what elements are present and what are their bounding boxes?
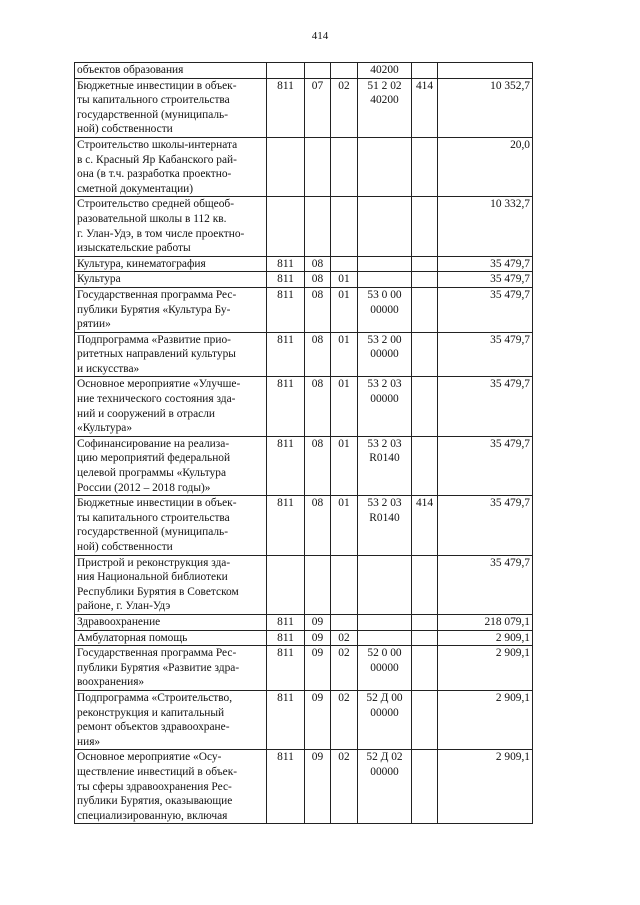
section-code-cell: 07 <box>305 78 331 137</box>
name-line: публики Бурятия «Культура Бу- <box>77 303 231 316</box>
name-line: ты сферы здравоохранения Рес- <box>77 780 232 793</box>
expense-type-cell <box>412 332 438 377</box>
code-line: 52 0 00 <box>367 647 402 660</box>
row-name-cell <box>75 377 267 436</box>
name-line: и искусства» <box>77 362 140 375</box>
name-line: публики Бурятия, оказывающие <box>77 795 233 808</box>
expense-type-cell <box>412 646 438 691</box>
amount-cell: 218 079,1 <box>438 614 533 630</box>
table-row <box>75 78 533 137</box>
name-line: ния» <box>77 735 101 748</box>
target-article-cell <box>358 137 412 196</box>
row-name-cell <box>75 287 267 332</box>
expense-type-cell <box>412 63 438 79</box>
name-line: Государственная программа Рес- <box>77 647 237 660</box>
ved-code-cell: 811 <box>267 646 305 691</box>
subsection-code-cell <box>331 256 358 272</box>
row-name-cell <box>75 78 267 137</box>
name-line: Амбулаторная помощь <box>77 631 188 644</box>
expense-type-cell <box>412 377 438 436</box>
name-line: ты капитального строительства <box>77 511 230 524</box>
code-line: 53 2 00 <box>367 333 402 346</box>
target-article-cell <box>358 614 412 630</box>
name-line: ты капитального строительства <box>77 94 230 107</box>
code-line: 00000 <box>370 303 399 316</box>
row-name-cell <box>75 690 267 749</box>
ved-code-cell: 811 <box>267 750 305 824</box>
target-article-cell <box>358 287 412 332</box>
table-row <box>75 63 533 79</box>
name-line: Подпрограмма «Развитие прио- <box>77 333 231 346</box>
name-line: изыскательские работы <box>77 242 191 255</box>
expense-type-cell <box>412 630 438 646</box>
table-row <box>75 272 533 288</box>
name-line: Пристрой и реконструкция зда- <box>77 556 231 569</box>
subsection-code-cell: 01 <box>331 287 358 332</box>
row-name-cell <box>75 272 267 288</box>
expense-type-cell <box>412 555 438 614</box>
name-line: реконструкция и капитальный <box>77 706 225 719</box>
name-line: ние технического состояния зда- <box>77 393 236 406</box>
amount-cell: 10 352,7 <box>438 78 533 137</box>
section-code-cell <box>305 137 331 196</box>
expense-type-cell <box>412 197 438 256</box>
name-line: ритетных направлений культуры <box>77 348 236 361</box>
ved-code-cell: 811 <box>267 614 305 630</box>
name-line: ществление инвестиций в объек- <box>77 765 238 778</box>
section-code-cell <box>305 555 331 614</box>
name-line: России (2012 – 2018 годы)» <box>77 481 211 494</box>
subsection-code-cell: 01 <box>331 272 358 288</box>
subsection-code-cell <box>331 137 358 196</box>
amount-cell: 35 479,7 <box>438 287 533 332</box>
section-code-cell: 08 <box>305 256 331 272</box>
amount-cell: 35 479,7 <box>438 332 533 377</box>
section-code-cell: 08 <box>305 332 331 377</box>
ved-code-cell: 811 <box>267 78 305 137</box>
row-name-cell <box>75 630 267 646</box>
target-article-cell <box>358 555 412 614</box>
ved-code-cell: 811 <box>267 496 305 555</box>
subsection-code-cell: 01 <box>331 496 358 555</box>
section-code-cell: 09 <box>305 750 331 824</box>
name-line: воохранения» <box>77 676 145 689</box>
section-code-cell: 08 <box>305 377 331 436</box>
name-line: ной) собственности <box>77 541 173 553</box>
amount-cell: 20,0 <box>438 137 533 196</box>
name-line: Основное мероприятие «Осу- <box>77 751 222 764</box>
subsection-code-cell: 01 <box>331 377 358 436</box>
code-line: 40200 <box>370 64 399 76</box>
name-line: объектов образования <box>77 64 184 76</box>
target-article-cell <box>358 436 412 495</box>
target-article-cell <box>358 63 412 79</box>
subsection-code-cell: 02 <box>331 630 358 646</box>
subsection-code-cell <box>331 614 358 630</box>
name-line: государственной (муниципаль- <box>77 108 229 121</box>
target-article-cell <box>358 377 412 436</box>
code-line: 53 2 03 <box>367 497 402 510</box>
table-row <box>75 332 533 377</box>
name-line: в с. Красный Яр Кабанского рай- <box>77 153 237 166</box>
name-line: она (в т.ч. разработка проектно- <box>77 168 232 181</box>
table-row <box>75 137 533 196</box>
budget-table <box>74 62 533 824</box>
row-name-cell <box>75 555 267 614</box>
code-line: 53 2 03 <box>367 437 402 450</box>
name-line: ремонт объектов здравоохране- <box>77 721 230 734</box>
name-line: районе, г. Улан-Удэ <box>77 600 171 613</box>
subsection-code-cell: 01 <box>331 436 358 495</box>
name-line: публики Бурятия «Развитие здра- <box>77 661 240 674</box>
name-line: Культура <box>77 273 121 286</box>
section-code-cell: 09 <box>305 690 331 749</box>
name-line: Бюджетные инвестиции в объек- <box>77 497 237 510</box>
name-line: «Культура» <box>77 422 133 435</box>
name-line: рятии» <box>77 318 111 331</box>
target-article-cell <box>358 750 412 824</box>
name-line: Строительство школы-интерната <box>77 138 238 151</box>
row-name-cell <box>75 332 267 377</box>
name-line: Софинансирование на реализа- <box>77 437 230 450</box>
ved-code-cell: 811 <box>267 377 305 436</box>
row-name-cell <box>75 63 267 79</box>
table-row <box>75 256 533 272</box>
expense-type-cell <box>412 690 438 749</box>
row-name-cell <box>75 750 267 824</box>
target-article-cell <box>358 272 412 288</box>
code-line: 00000 <box>370 348 399 361</box>
row-name-cell <box>75 496 267 555</box>
table-row <box>75 630 533 646</box>
amount-cell: 35 479,7 <box>438 377 533 436</box>
row-name-cell <box>75 137 267 196</box>
expense-type-cell <box>412 287 438 332</box>
ved-code-cell: 811 <box>267 690 305 749</box>
subsection-code-cell <box>331 63 358 79</box>
amount-cell: 10 332,7 <box>438 197 533 256</box>
page-number: 414 <box>311 30 329 42</box>
name-line: Бюджетные инвестиции в объек- <box>77 79 237 92</box>
name-line: целевой программы «Культура <box>77 467 227 480</box>
section-code-cell: 08 <box>305 272 331 288</box>
name-line: Основное мероприятие «Улучше- <box>77 378 241 391</box>
name-line: Республики Бурятия в Советском <box>77 585 239 598</box>
subsection-code-cell: 02 <box>331 750 358 824</box>
name-line: Здравоохранение <box>77 615 161 628</box>
amount-cell: 35 479,7 <box>438 555 533 614</box>
code-line: 51 2 02 <box>367 79 402 92</box>
section-code-cell <box>305 197 331 256</box>
table-row <box>75 690 533 749</box>
target-article-cell <box>358 646 412 691</box>
row-name-cell <box>75 436 267 495</box>
section-code-cell: 09 <box>305 646 331 691</box>
target-article-cell <box>358 690 412 749</box>
target-article-cell <box>358 256 412 272</box>
name-line: сметной документации) <box>77 182 194 195</box>
ved-code-cell <box>267 555 305 614</box>
code-line: R0140 <box>369 452 400 465</box>
code-line: 52 Д 00 <box>366 691 403 704</box>
table-row <box>75 614 533 630</box>
row-name-cell <box>75 646 267 691</box>
ved-code-cell <box>267 63 305 79</box>
table-row <box>75 646 533 691</box>
ved-code-cell: 811 <box>267 272 305 288</box>
row-name-cell <box>75 256 267 272</box>
expense-type-cell <box>412 614 438 630</box>
ved-code-cell <box>267 197 305 256</box>
name-line: Строительство средней общеоб- <box>77 198 234 211</box>
amount-cell: 2 909,1 <box>438 630 533 646</box>
row-name-cell <box>75 614 267 630</box>
name-line: государственной (муниципаль- <box>77 526 229 539</box>
table-row <box>75 436 533 495</box>
name-line: специализированную, включая <box>77 809 228 822</box>
section-code-cell: 09 <box>305 614 331 630</box>
table-row <box>75 377 533 436</box>
name-line: ной) собственности <box>77 123 173 136</box>
ved-code-cell: 811 <box>267 332 305 377</box>
name-line: Государственная программа Рес- <box>77 288 237 301</box>
subsection-code-cell: 02 <box>331 78 358 137</box>
amount-cell: 2 909,1 <box>438 750 533 824</box>
code-line: 00000 <box>370 706 399 719</box>
table-row <box>75 555 533 614</box>
name-line: Подпрограмма «Строительство, <box>77 691 233 704</box>
amount-cell: 2 909,1 <box>438 646 533 691</box>
expense-type-cell <box>412 137 438 196</box>
amount-cell: 2 909,1 <box>438 690 533 749</box>
target-article-cell <box>358 332 412 377</box>
name-line: ния Национальной библиотеки <box>77 571 228 584</box>
target-article-cell <box>358 78 412 137</box>
amount-cell: 35 479,7 <box>438 436 533 495</box>
target-article-cell <box>358 197 412 256</box>
code-line: 52 Д 02 <box>366 751 403 764</box>
subsection-code-cell: 02 <box>331 690 358 749</box>
target-article-cell <box>358 496 412 555</box>
amount-cell: 35 479,7 <box>438 496 533 555</box>
name-line: Культура, кинематография <box>77 257 206 270</box>
expense-type-cell: 414 <box>412 78 438 137</box>
subsection-code-cell: 01 <box>331 332 358 377</box>
amount-cell <box>438 63 533 79</box>
subsection-code-cell: 02 <box>331 646 358 691</box>
expense-type-cell: 414 <box>412 496 438 555</box>
row-name-cell <box>75 197 267 256</box>
ved-code-cell: 811 <box>267 436 305 495</box>
expense-type-cell <box>412 272 438 288</box>
target-article-cell <box>358 630 412 646</box>
name-line: разовательной школы в 112 кв. <box>77 212 227 225</box>
table-row <box>75 197 533 256</box>
code-line: 00000 <box>370 765 399 778</box>
table-row <box>75 496 533 555</box>
code-line: 40200 <box>370 94 399 107</box>
ved-code-cell: 811 <box>267 630 305 646</box>
name-line: ний и сооружений в отрасли <box>77 407 215 420</box>
table-row <box>75 750 533 824</box>
ved-code-cell: 811 <box>267 287 305 332</box>
code-line: R0140 <box>369 511 400 524</box>
section-code-cell: 08 <box>305 436 331 495</box>
code-line: 53 0 00 <box>367 288 402 301</box>
amount-cell: 35 479,7 <box>438 272 533 288</box>
expense-type-cell <box>412 256 438 272</box>
name-line: цию мероприятий федеральной <box>77 452 231 465</box>
section-code-cell: 08 <box>305 496 331 555</box>
subsection-code-cell <box>331 555 358 614</box>
section-code-cell: 09 <box>305 630 331 646</box>
name-line: г. Улан-Удэ, в том числе проектно- <box>77 227 245 240</box>
expense-type-cell <box>412 436 438 495</box>
code-line: 00000 <box>370 393 399 406</box>
ved-code-cell <box>267 137 305 196</box>
expense-type-cell <box>412 750 438 824</box>
table-row <box>75 287 533 332</box>
section-code-cell <box>305 63 331 79</box>
amount-cell: 35 479,7 <box>438 256 533 272</box>
code-line: 00000 <box>370 661 399 674</box>
subsection-code-cell <box>331 197 358 256</box>
section-code-cell: 08 <box>305 287 331 332</box>
code-line: 53 2 03 <box>367 378 402 391</box>
ved-code-cell: 811 <box>267 256 305 272</box>
